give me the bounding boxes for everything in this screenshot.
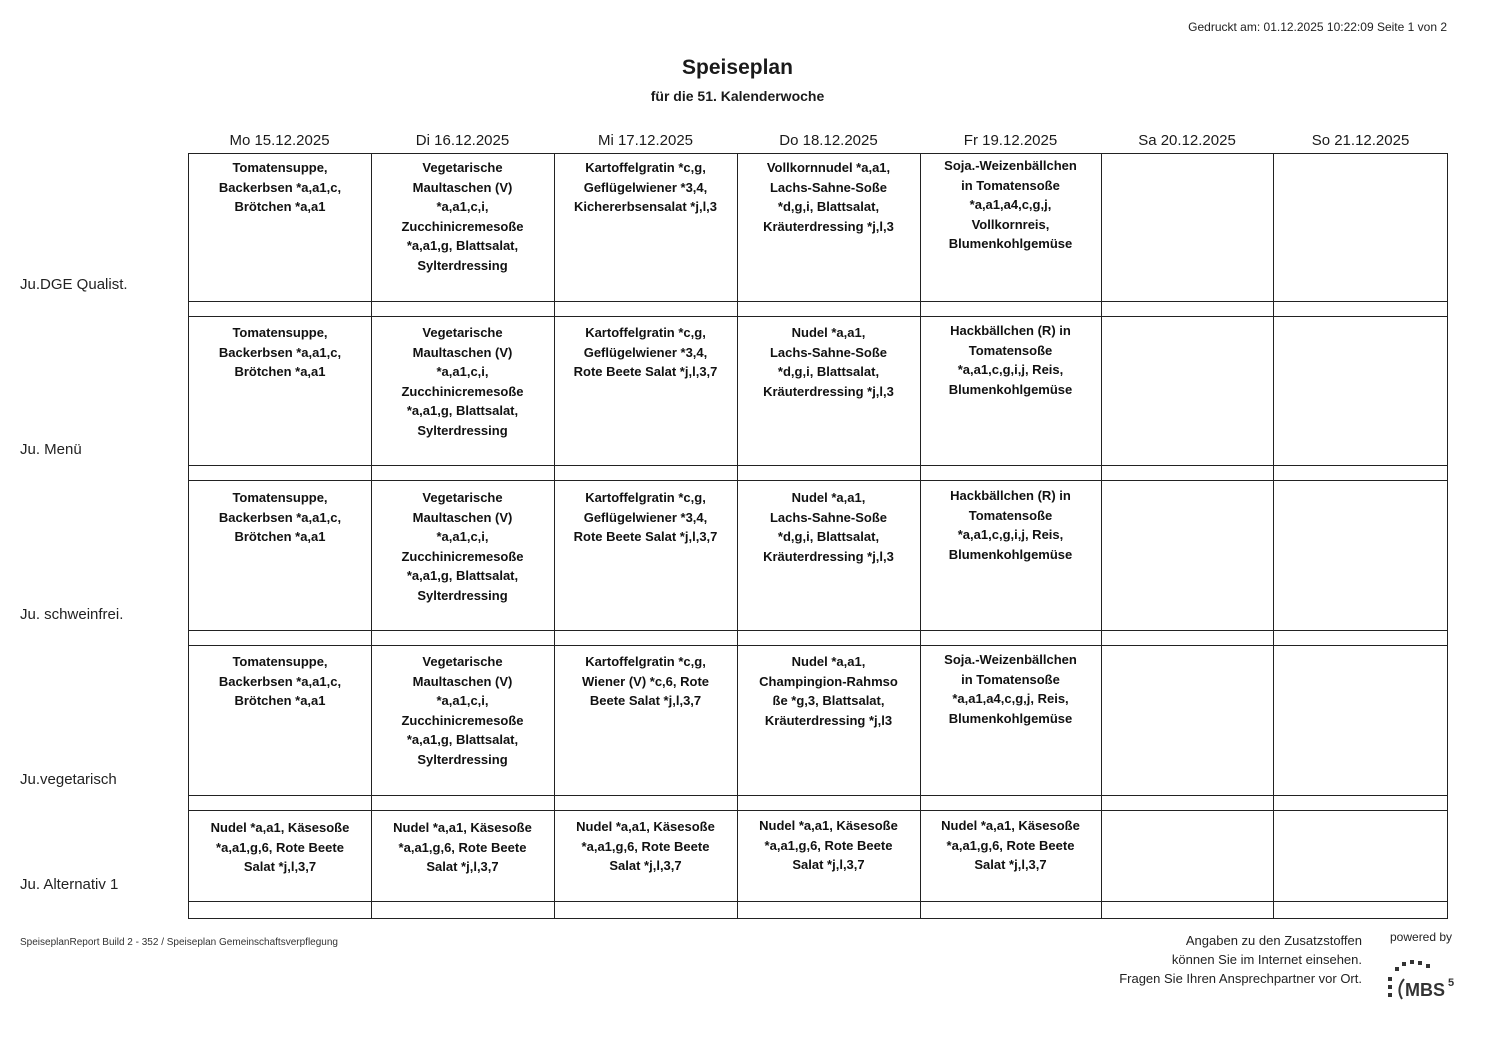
meal-cell: Tomatensuppe, Backerbsen *a,a1,c, Brötchen *a,a1 [218, 160, 342, 214]
row-divider [189, 316, 1447, 317]
meal-cell: Nudel *a,a1, Käsesoße *a,a1,g,6, Rote Beete Salat *j,l,3,7 [210, 820, 350, 874]
row-divider [189, 810, 1447, 811]
mbs-logo-icon [1386, 955, 1458, 1003]
meal-cell: Soja.-Weizenbällchen in Tomatensoße *a,a1,a4,c,g,j, Reis, Blumenkohlgemüse [944, 652, 1077, 726]
day-header-so: So 21.12.2025 [1311, 132, 1410, 149]
meal-cell: Hackbällchen (R) in Tomatensoße *a,a1,c,g,i,j, Reis, Blumenkohlgemüse [948, 323, 1073, 397]
column-divider [1101, 154, 1102, 918]
meal-cell: Soja.-Weizenbällchen in Tomatensoße *a,a1,a4,c,g,j, Vollkornreis, Blumenkohlgemüse [944, 158, 1077, 251]
page-title: Speiseplan [682, 56, 793, 79]
additives-note [1119, 931, 1362, 988]
day-header-mi: Mi 17.12.2025 [597, 132, 694, 149]
row-label-vegetarisch: Ju.vegetarisch [20, 771, 117, 788]
meal-cell: Kartoffelgratin *c,g, Geflügelwiener *3,4, Rote Beete Salat *j,l,3,7 [573, 490, 718, 544]
meal-cell: Nudel *a,a1, Käsesoße *a,a1,g,6, Rote Beete Salat *j,l,3,7 [576, 819, 715, 873]
additives-line-2: können Sie im Internet einsehen. [1171, 952, 1362, 967]
additives-line-1: Angaben zu den Zusatzstoffen [1185, 933, 1362, 948]
meal-cell: Tomatensuppe, Backerbsen *a,a1,c, Brötchen *a,a1 [218, 654, 342, 708]
print-timestamp: Gedruckt am: 01.12.2025 10:22:09 Seite 1 von 2 [1188, 20, 1447, 34]
meal-cell: Nudel *a,a1, Käsesoße *a,a1,g,6, Rote Beete Salat *j,l,3,7 [393, 820, 532, 874]
row-divider [189, 795, 1447, 796]
row-label-menu: Ju. Menü [20, 441, 82, 458]
row-label-schweinfrei: Ju. schweinfrei. [20, 606, 124, 623]
logo-sup: 5 [1448, 977, 1455, 989]
meal-cell: Nudel *a,a1, Käsesoße *a,a1,g,6, Rote Beete Salat *j,l,3,7 [759, 818, 898, 872]
logo-text: MBS [1405, 980, 1445, 1000]
meal-cell: Vegetarische Maultaschen (V) *a,a1,c,i, Zucchinicremesoße *a,a1,g, Blattsalat, Sylterdressing [401, 654, 524, 767]
row-divider [189, 645, 1447, 646]
report-info: SpeiseplanReport Build 2 - 352 / Speiseplan Gemeinschaftsverpflegung [20, 937, 338, 948]
meal-cell: Vegetarische Maultaschen (V) *a,a1,c,i, Zucchinicremesoße *a,a1,g, Blattsalat, Sylterdressing [401, 160, 524, 273]
menu-grid [188, 153, 1448, 919]
row-divider [189, 480, 1447, 481]
row-label-alternativ: Ju. Alternativ 1 [20, 876, 119, 893]
meal-cell: Tomatensuppe, Backerbsen *a,a1,c, Brötchen *a,a1 [218, 325, 342, 379]
row-divider [189, 465, 1447, 466]
meal-cell: Nudel *a,a1, Lachs-Sahne-Soße *d,g,i, Blattsalat, Kräuterdressing *j,l,3 [763, 490, 894, 564]
day-header-di: Di 16.12.2025 [415, 132, 510, 149]
meal-cell: Nudel *a,a1, Lachs-Sahne-Soße *d,g,i, Blattsalat, Kräuterdressing *j,l,3 [763, 325, 894, 399]
column-divider [1273, 154, 1274, 918]
day-header-fr: Fr 19.12.2025 [963, 132, 1058, 149]
page-subtitle: für die 51. Kalenderwoche [650, 88, 825, 104]
meal-cell: Vegetarische Maultaschen (V) *a,a1,c,i, Zucchinicremesoße *a,a1,g, Blattsalat, Sylterdressing [401, 490, 524, 603]
powered-by: powered by [1390, 930, 1453, 944]
meal-cell: Kartoffelgratin *c,g, Geflügelwiener *3,4, Rote Beete Salat *j,l,3,7 [573, 325, 718, 379]
meal-cell: Vollkornnudel *a,a1, Lachs-Sahne-Soße *d,g,i, Blattsalat, Kräuterdressing *j,l,3 [763, 160, 894, 234]
additives-line-3: Fragen Sie Ihren Ansprechpartner vor Ort. [1119, 971, 1362, 986]
day-header-sa: Sa 20.12.2025 [1138, 132, 1236, 149]
meal-cell: Vegetarische Maultaschen (V) *a,a1,c,i, Zucchinicremesoße *a,a1,g, Blattsalat, Sylterdressing [401, 325, 524, 438]
meal-cell: Nudel *a,a1, Champingion-Rahmso ße *g,3, Blattsalat, Kräuterdressing *j,l3 [759, 654, 898, 728]
day-header-mo: Mo 15.12.2025 [229, 132, 330, 149]
meal-cell: Kartoffelgratin *c,g, Geflügelwiener *3,4, Kichererbsensalat *j,l,3 [573, 160, 718, 214]
day-header-do: Do 18.12.2025 [779, 132, 878, 149]
meal-cell: Tomatensuppe, Backerbsen *a,a1,c, Brötchen *a,a1 [218, 490, 342, 544]
meal-cell: Nudel *a,a1, Käsesoße *a,a1,g,6, Rote Beete Salat *j,l,3,7 [941, 818, 1080, 872]
meal-cell: Hackbällchen (R) in Tomatensoße *a,a1,c,g,i,j, Reis, Blumenkohlgemüse [948, 488, 1073, 562]
row-label-dge: Ju.DGE Qualist. [20, 276, 128, 293]
row-divider [189, 301, 1447, 302]
row-divider [189, 630, 1447, 631]
row-divider [189, 901, 1447, 902]
meal-cell: Kartoffelgratin *c,g, Wiener (V) *c,6, Rote Beete Salat *j,l,3,7 [581, 654, 710, 708]
